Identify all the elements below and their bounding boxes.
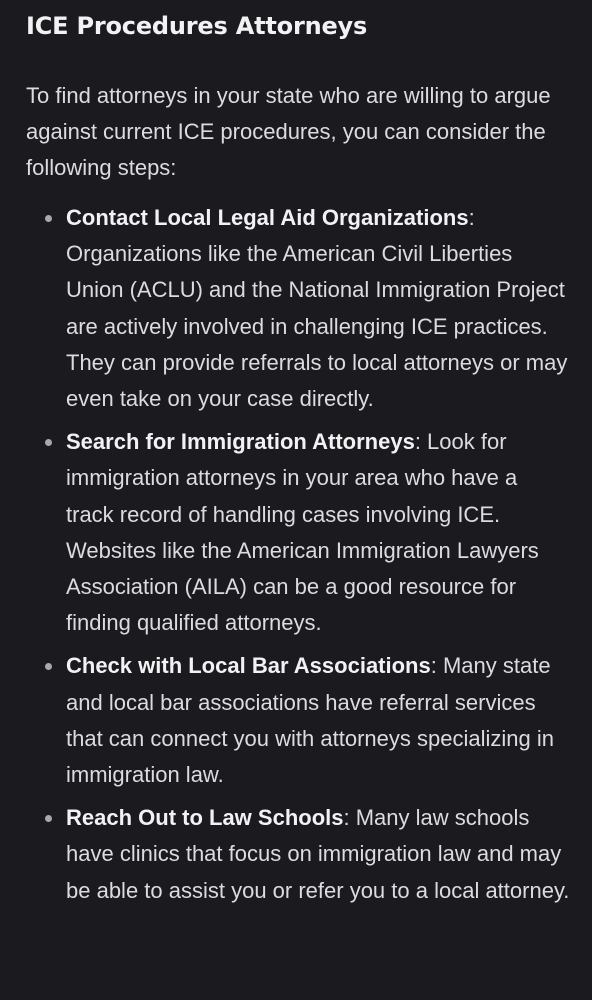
step-text: : Organizations like the American Civil Liberties Union (ACLU) and the National Immigration Project are actively involved in challenging ICE practices. They can provide referrals to local attorneys or may even take on your case directly. xyxy=(66,205,568,412)
list-item xyxy=(26,648,570,793)
list-item xyxy=(26,200,570,417)
bullet-icon xyxy=(45,815,52,822)
step-title: Check with Local Bar Associations xyxy=(66,653,431,679)
bullet-icon xyxy=(45,663,52,670)
list-item xyxy=(26,800,570,909)
step-text: : Look for immigration attorneys in your area who have a track record of handling cases involving ICE. Websites like the American Immigration Lawyers Association (AILA) can be a good resource for finding qualified attorneys. xyxy=(66,429,539,636)
step-text: : Many law schools have clinics that focus on immigration law and may be able to assist you or refer you to a local attorney. xyxy=(66,805,570,903)
response-heading: ICE Procedures Attorneys xyxy=(26,12,368,40)
intro-paragraph: To find attorneys in your state who are willing to argue against current ICE procedures, you can consider the following steps: xyxy=(26,83,551,180)
list-item xyxy=(26,424,570,641)
step-title: Contact Local Legal Aid Organizations xyxy=(66,205,469,230)
step-text: : Many state and local bar associations have referral services that can connect you with attorneys specializing in immigration law. xyxy=(66,653,554,788)
steps-list xyxy=(26,200,570,909)
bullet-icon xyxy=(45,439,52,446)
bullet-icon xyxy=(45,215,52,222)
step-title: Search for Immigration Attorneys xyxy=(66,429,415,455)
step-title: Reach Out to Law Schools xyxy=(66,805,344,831)
